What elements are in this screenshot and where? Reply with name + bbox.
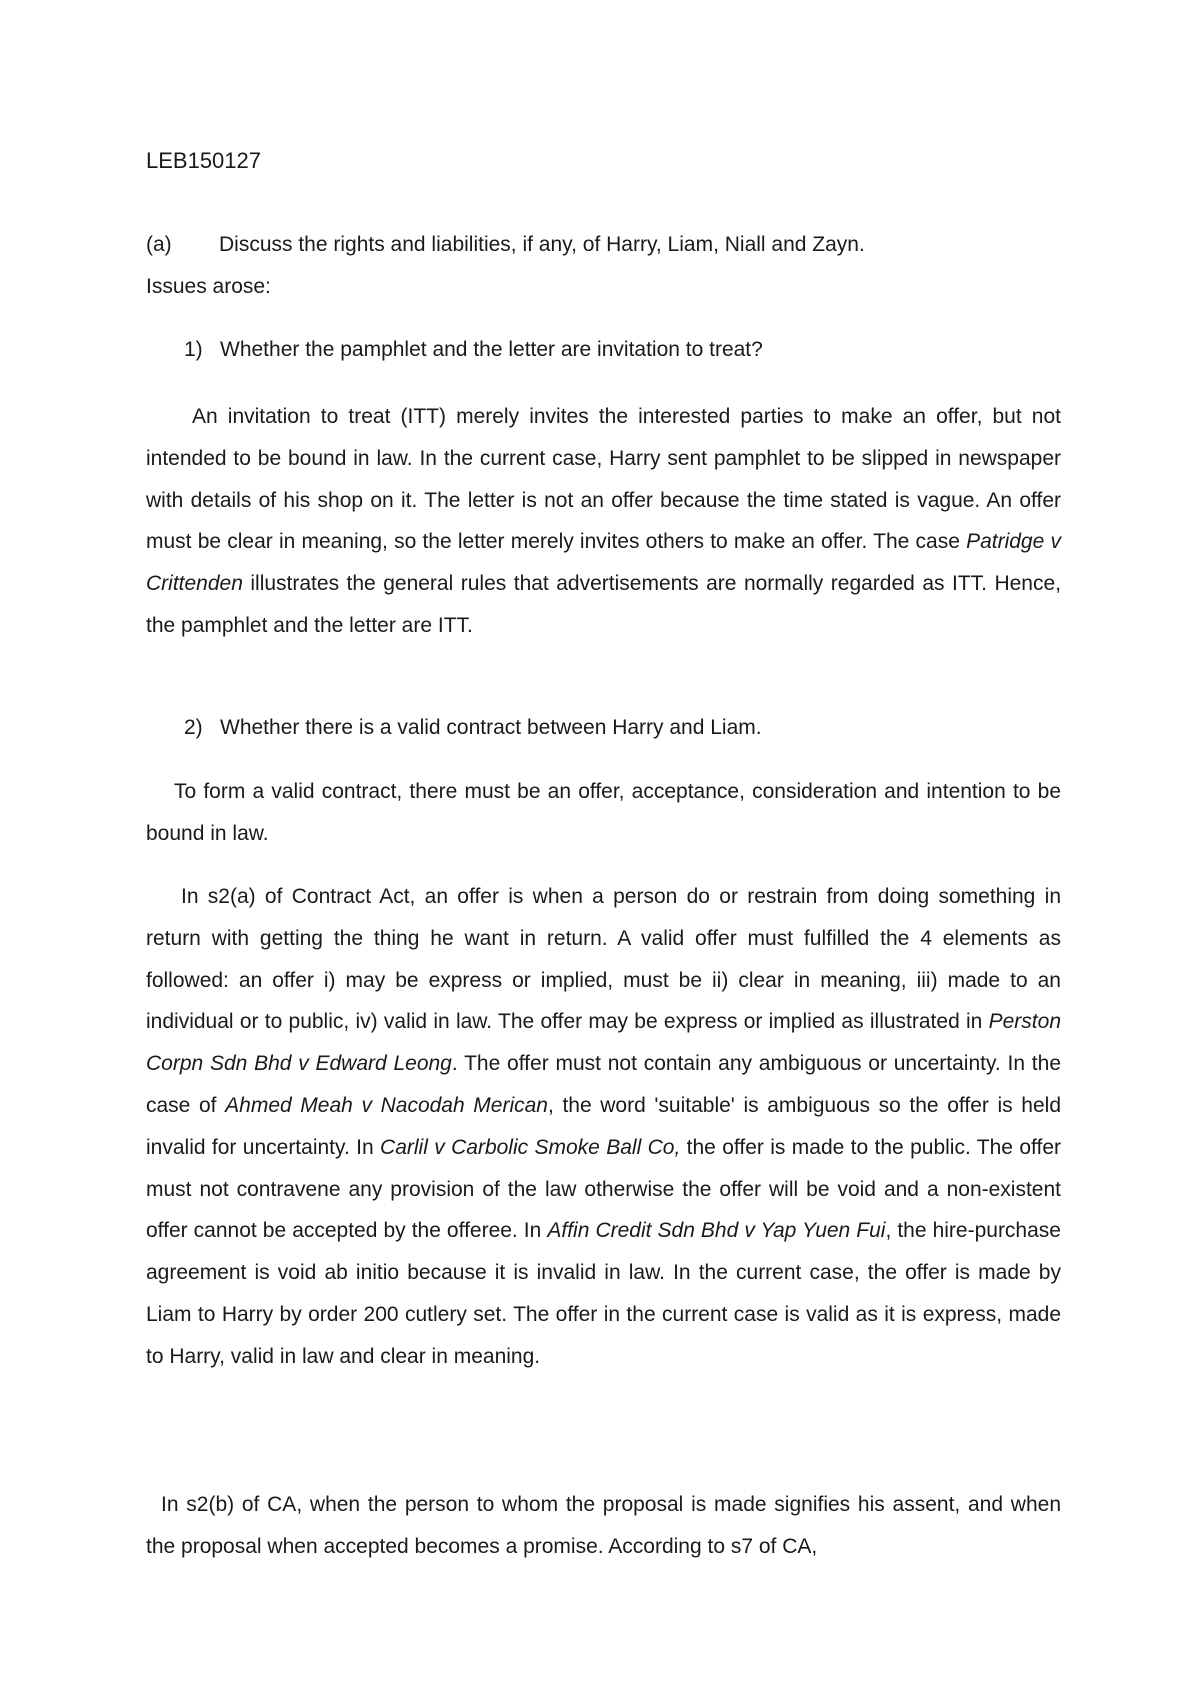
issue-heading-1: [184, 335, 763, 365]
question-text: Discuss the rights and liabilities, if any, of Harry, Liam, Niall and Zayn.: [219, 233, 865, 256]
paragraph-text: , the hire-purchase agreement is void ab initio because it is invalid in law. In the current case, the offer is made by Liam to Harry by order 200 cutlery set. The offer in the current case is valid as it is express, made to Harry, valid in law and clear in meaning.: [146, 1219, 1061, 1368]
paragraph-valid-contract: To form a valid contract, there must be an offer, acceptance, consideration and intention to be bound in law.: [146, 780, 1061, 845]
case-citation: Affin Credit Sdn Bhd v Yap Yuen Fui: [547, 1219, 886, 1243]
case-citation: Patridge v Crittenden: [146, 530, 1061, 596]
paragraph-text: An invitation to treat (ITT) merely invites the interested parties to make an offer, but not intended to be bound in law. In the current case, Harry sent pamphlet to be slipped in newspaper with details of his shop on it. The letter is not an offer because the time stated is vague. An offer must be clear in meaning, so the letter merely invites others to make an offer. The case: [146, 405, 1061, 554]
issue-number: 1): [184, 338, 203, 361]
paragraph-acceptance: In s2(b) of CA, when the person to whom the proposal is made signifies his assent, and when the proposal when accepted becomes a promise. According to s7 of CA,: [146, 1493, 1061, 1558]
case-citation: Carlil v Carbolic Smoke Ball Co,: [380, 1135, 681, 1159]
issue-number: 2): [184, 716, 203, 739]
case-citation: Ahmed Meah v Nacodah Merican: [225, 1093, 548, 1117]
issues-label: Issues arose:: [146, 275, 271, 298]
case-citation: Perston Corpn Sdn Bhd v Edward Leong: [146, 1010, 1061, 1076]
paragraph-offer: [146, 876, 1061, 1378]
paragraph-text: illustrates the general rules that advertisements are normally regarded as ITT. Hence, the pamphlet and the letter are ITT.: [146, 572, 1061, 637]
question-number: (a): [146, 233, 172, 256]
question-heading: [146, 230, 865, 260]
issue-heading-2: [184, 713, 762, 743]
issue-text: Whether the pamphlet and the letter are invitation to treat?: [220, 338, 763, 361]
paragraph-text: . The offer must not contain any ambiguous or uncertainty. In the case of: [146, 1052, 1061, 1117]
paragraph-invitation-to-treat: [146, 396, 1061, 647]
student-id: LEB150127: [146, 148, 261, 173]
issue-text: Whether there is a valid contract between Harry and Liam.: [220, 716, 762, 739]
paragraph-text: , the word 'suitable' is ambiguous so the offer is held invalid for uncertainty. In: [146, 1093, 1061, 1159]
paragraph-text: the offer is made to the public. The offer must not contravene any provision of the law otherwise the offer will be void and a non-existent offer cannot be accepted by the offeree. In: [146, 1135, 1061, 1243]
paragraph-text: In s2(a) of Contract Act, an offer is when a person do or restrain from doing something in return with getting the thing he want in return. A valid offer must fulfilled the 4 elements as followed: an offer i) may be express or implied, must be ii) clear in meaning, iii) made to an individual or to public, iv) valid in law. The offer may be express or implied as illustrated in: [146, 885, 1061, 1034]
